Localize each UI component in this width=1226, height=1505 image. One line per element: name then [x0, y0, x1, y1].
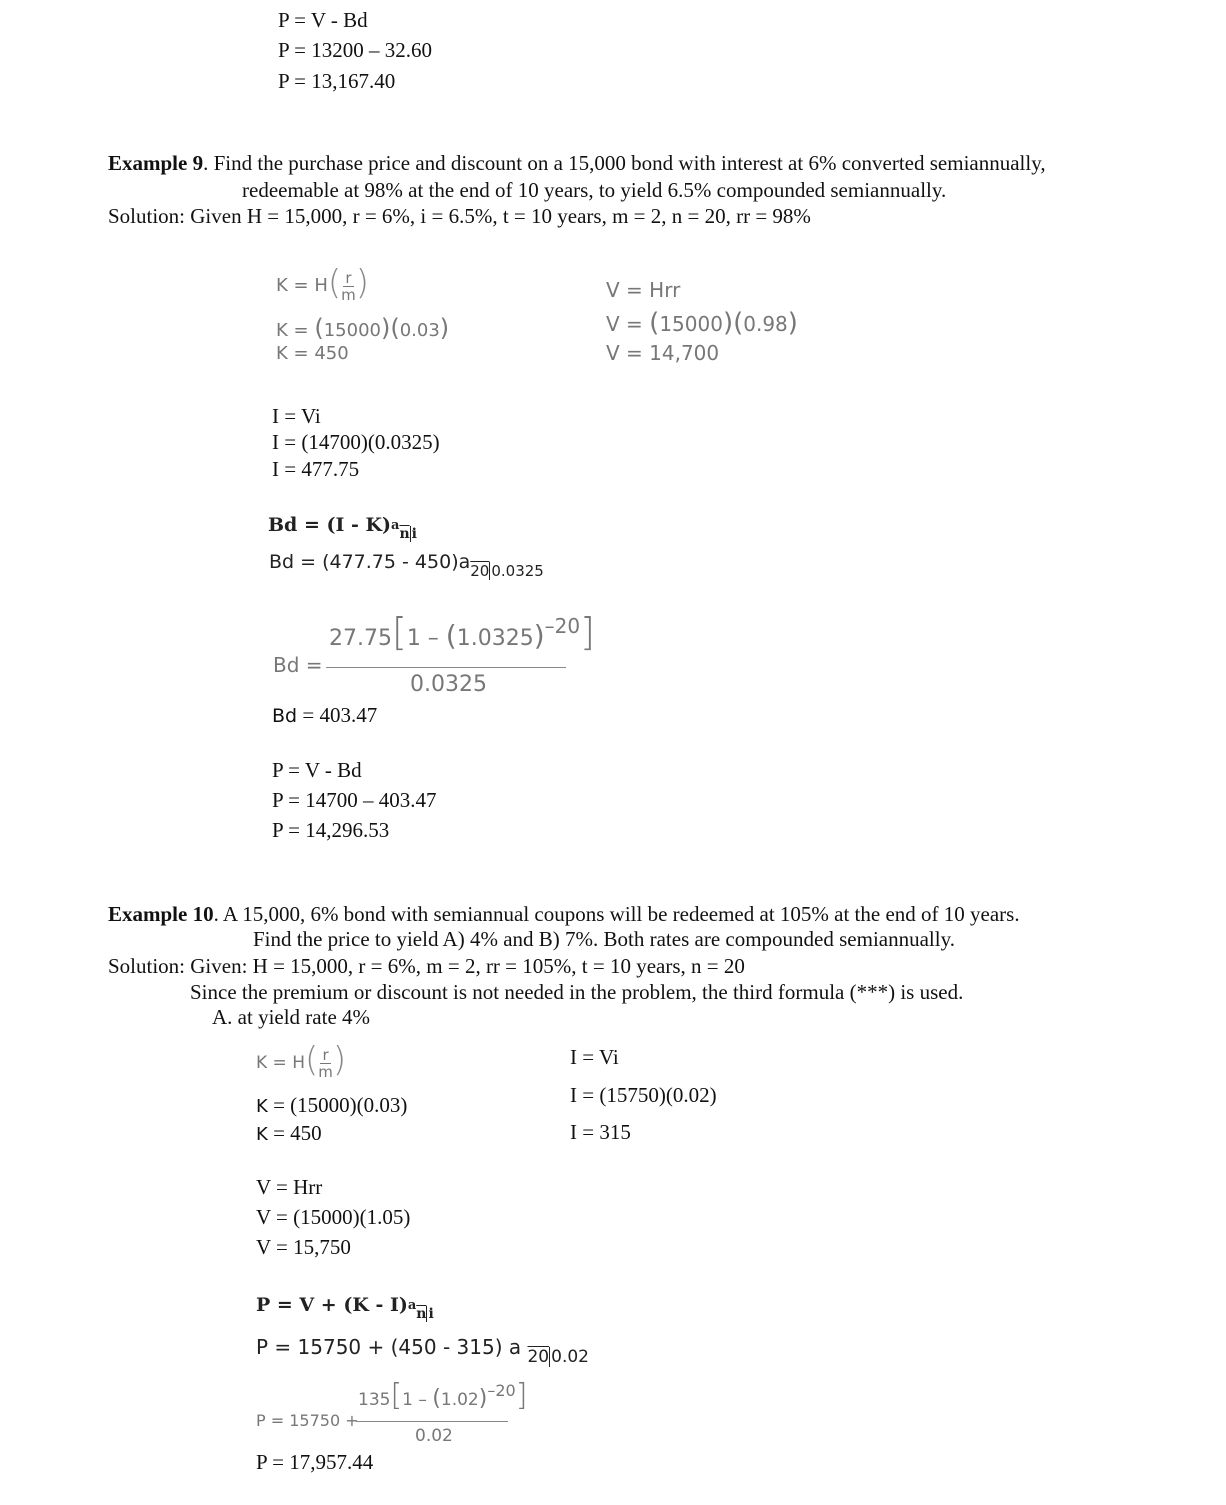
example-10-statement	[108, 901, 1108, 927]
example-10-heading: Example 10	[108, 902, 214, 926]
ex9-i-substitution: I = (14700)(0.0325)	[272, 430, 440, 454]
ex10-p-formula: $P = V + (K - I)a_{\overline{n}}$ $_i$	[256, 1294, 434, 1322]
ex10-v-substitution: V = (15000)(1.05)	[256, 1205, 411, 1229]
ex9-p-result: P = 14,296.53	[272, 818, 390, 842]
ex9-k-formula: K = H( $\frac{r}{m}$ )	[276, 263, 370, 304]
ex10-k-substitution: K = (15000)(0.03)	[256, 1093, 408, 1117]
example-9-solution: Solution: Given H = 15,000, r = 6%, i = 6.5%, t = 10 years, m = 2, n = 20, rr = 98%	[108, 204, 811, 228]
example-9-text-2: redeemable at 98% at the end of 10 years, to yield 6.5% compounded semiannually.	[242, 178, 947, 202]
ex10-p-frac-lhs: P = 15750 +	[256, 1411, 359, 1430]
ex10-i-substitution: I = (15750)(0.02)	[570, 1083, 717, 1107]
ex10-v-result: V = 15,750	[256, 1235, 351, 1259]
ex9-bd-fraction-bar	[326, 667, 566, 668]
ex10-k-result: K = 450	[256, 1121, 322, 1145]
ex9-v-substitution: V = (15000)(0.98)	[606, 308, 798, 338]
ex9-k-result: K = 450	[276, 343, 349, 364]
example-10-note: Since the premium or discount is not needed in the problem, the third formula (***) is used.	[190, 980, 964, 1004]
ex9-p-formula: P = V - Bd	[272, 758, 362, 782]
ex9-k-lhs: K = H	[276, 275, 328, 296]
ex9-bd-frac-denominator: 0.0325	[410, 672, 487, 697]
ex10-p-frac-numerator: 135[1 – (1.02)–20]	[358, 1378, 528, 1413]
ex9-i-result: I = 477.75	[272, 457, 360, 481]
ex10-r-over-m: $\frac{r}{m}$	[318, 1045, 333, 1081]
example-9-statement	[108, 150, 1108, 176]
ex9-bd-formula: $Bd = (I - K)a_{\overline{n}}$ $_i$	[268, 514, 417, 542]
ex10-k-formula: K = H( $\frac{r}{m}$ )	[256, 1040, 347, 1081]
prev-p-result: P = 13,167.40	[278, 69, 396, 93]
example-10-part-a: A. at yield rate 4%	[212, 1005, 371, 1029]
ex9-v-formula: V = Hrr	[606, 278, 681, 302]
ex9-bd-result: Bd = 403.47	[272, 703, 378, 727]
ex9-p-substitution: P = 14700 – 403.47	[272, 788, 437, 812]
example-9-heading: Example 9	[108, 151, 204, 175]
ex10-v-formula: V = Hrr	[256, 1175, 323, 1199]
ex10-i-formula: I = Vi	[570, 1045, 619, 1069]
ex9-v-result: V = 14,700	[606, 341, 720, 365]
example-10-text-2: Find the price to yield A) 4% and B) 7%. Both rates are compounded semiannually.	[253, 927, 955, 951]
ex9-bd-frac-lhs: Bd =	[273, 653, 323, 677]
example-9-text-1: . Find the purchase price and discount on a 15,000 bond with interest at 6% converted semiannually,	[203, 151, 1046, 175]
ex9-r-over-m: $\frac{r}{m}$	[341, 268, 356, 304]
ex10-p-fraction-bar	[356, 1421, 508, 1422]
ex9-bd-substitution: $Bd = (477.75 - 450)a_{20}$ $_{0.0325}$	[269, 551, 544, 580]
example-10-text-1: . A 15,000, 6% bond with semiannual coupons will be redeemed at 105% at the end of 10 years.	[213, 902, 1020, 926]
ex10-p-frac-denominator: 0.02	[415, 1426, 453, 1446]
prev-p-substitution: P = 13200 – 32.60	[278, 38, 432, 62]
ex10-i-result: I = 315	[570, 1120, 631, 1144]
ex9-i-formula: I = Vi	[272, 404, 321, 428]
ex10-p-result: P = 17,957.44	[256, 1450, 374, 1474]
prev-p-formula: P = V - Bd	[278, 8, 368, 32]
ex9-k-substitution: K = (15000)(0.03)	[276, 314, 450, 342]
example-10-solution: Solution: Given: H = 15,000, r = 6%, m = 2, rr = 105%, t = 10 years, n = 20	[108, 954, 745, 978]
ex9-bd-frac-numerator: 27.75[1 – (1.0325)–20]	[329, 610, 595, 654]
ex10-p-substitution: P = 15750 + (450 - 315) a $_{20}$ $_{0.02}$	[256, 1335, 589, 1367]
